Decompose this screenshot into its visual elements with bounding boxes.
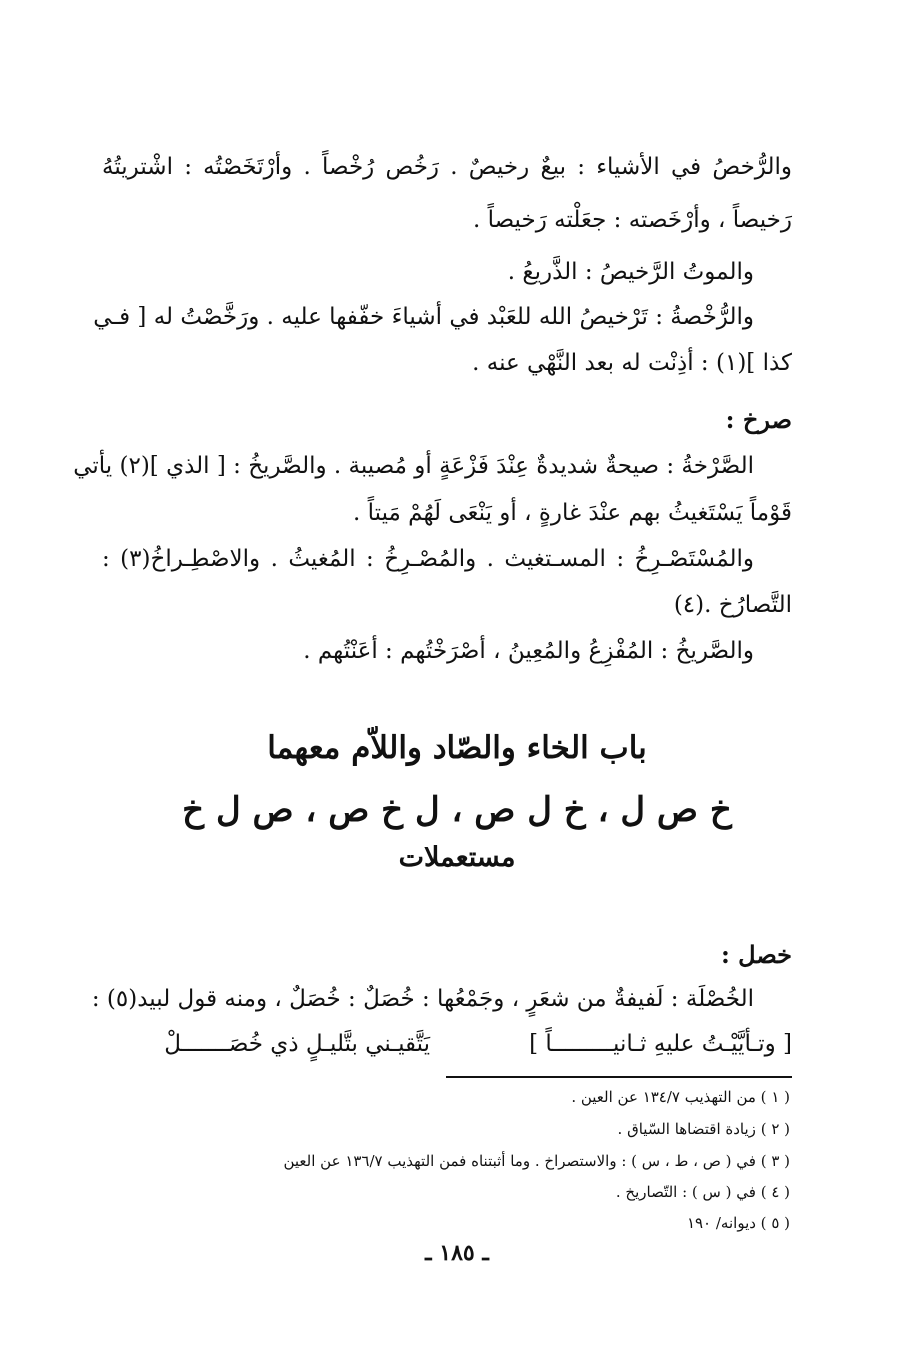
footnote: ( ٢ ) زيادة اقتضاها السّياق . <box>617 1120 790 1138</box>
footnote: ( ١ ) من التهذيب ١٣٤/٧ عن العين . <box>571 1088 790 1106</box>
body-line: قَوْماً يَسْتَغيثُ بهم عنْدَ غارةٍ ، أو يَنْعَى لَهُمْ مَيتاً . <box>353 500 792 526</box>
body-line: والصَّريخُ : المُفْزِعُ والمُعِينُ ، أصْرَخْتُهم : أعَنْتُهم . <box>303 638 754 664</box>
page-number: ـ ١٨٥ ـ <box>425 1240 489 1266</box>
body-line: والرُّخْصةُ : تَرْخيصُ الله للعَبْد في أشياءَ خفّفها عليه . ورَخَّصْتُ له [ فـي <box>93 304 754 330</box>
chapter-letters: خ ص ل ، خ ل ص ، ل خ ص ، ص ل خ <box>182 790 732 830</box>
entry-heading: خصل : <box>720 940 792 969</box>
chapter-title: باب الخاء والصّاد واللاّم معهما <box>267 730 647 766</box>
entry-heading: صرخ : <box>725 405 792 434</box>
body-line: الخُصْلَة : لَفيفةٌ من شعَرٍ ، وجَمْعُها : خُصَلٌ : خُصَلٌ ، ومنه قول لبيد(٥) : <box>91 986 754 1012</box>
body-line: والرُّخصُ في الأشياء : بيعٌ رخيصٌ . رَخُص رُخْصاً . وأرْتَخَصْتُه : اشْتريتُهُ <box>102 154 792 180</box>
chapter-status: مستعملات <box>398 842 516 873</box>
body-line: كذا ](١) : أذِنْت له بعد النَّهْي عنه . <box>472 350 792 376</box>
body-line: والمُسْتَصْـرِخُ : المسـتغيث . والمُصْـرِخُ : المُغيثُ . والاصْطِـراخُ(٣) : <box>102 546 754 572</box>
verse-second-half: يَتَّقيـني بتَّليـلٍ ذي خُصَـــــــلْ <box>164 1031 430 1057</box>
footnote-divider <box>446 1076 792 1078</box>
footnote: ( ٤ ) في ( س ) : التّصاريخ . <box>615 1183 790 1201</box>
body-line: التَّصارُخ .(٤) <box>673 592 792 618</box>
footnote: ( ٥ ) ديوانه/ ١٩٠ <box>686 1214 790 1232</box>
body-line: رَخيصاً ، وأرْخَصته : جعَلْته رَخيصاً . <box>472 207 792 233</box>
verse-first-half: [ وتـأيَّيْـتُ عليهِ ثـانيـــــــــاً ] <box>529 1031 792 1057</box>
body-line: الصَّرْخةُ : صيحةٌ شديدةٌ عِنْدَ فَزْعَةٍ أو مُصيبة . والصَّريخُ : [ الذي ](٢) يأتي <box>73 453 754 479</box>
footnote: ( ٣ ) في ( ص ، ط ، س ) : والاستصراخ . وما أثبتناه فمن التهذيب ١٣٦/٧ عن العين <box>283 1152 790 1170</box>
body-line: والموتُ الرَّخيصُ : الذَّريعُ . <box>507 259 754 285</box>
